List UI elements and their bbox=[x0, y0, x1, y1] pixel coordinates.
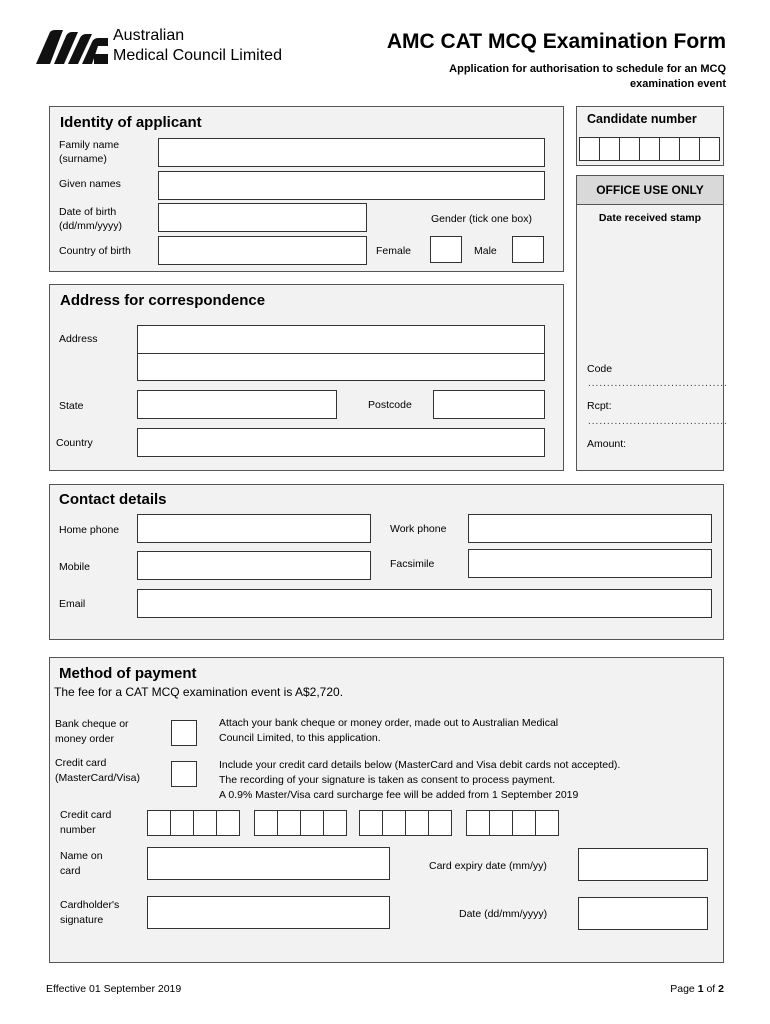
facsimile-label: Facsimile bbox=[390, 558, 435, 570]
cheque-desc-1: Attach your bank cheque or money order, made out to Australian Medical bbox=[219, 717, 559, 729]
given-names-input[interactable] bbox=[158, 171, 545, 200]
ccnum-digit-cell[interactable] bbox=[300, 810, 324, 836]
address-input-line2[interactable] bbox=[137, 353, 545, 381]
cheque-checkbox[interactable] bbox=[171, 720, 197, 746]
male-label: Male bbox=[474, 245, 497, 257]
family-name-label-1: Family name bbox=[59, 139, 120, 151]
card-desc-3: A 0.9% Master/Visa card surcharge fee will be added from 1 September 2019 bbox=[219, 789, 579, 801]
postcode-input[interactable] bbox=[433, 390, 545, 419]
ccnum-digit-cell[interactable] bbox=[359, 810, 383, 836]
female-label: Female bbox=[376, 245, 412, 257]
form-subtitle-line1: Application for authorisation to schedule for an MCQ bbox=[449, 63, 726, 75]
amc-logo bbox=[36, 30, 108, 64]
signature-label-2: signature bbox=[60, 914, 104, 926]
org-name-line2: Medical Council Limited bbox=[113, 47, 282, 64]
card-desc-2: The recording of your signature is taken as consent to process payment. bbox=[219, 774, 556, 786]
country-label: Country bbox=[56, 437, 93, 449]
ccnum-digit-cell[interactable] bbox=[466, 810, 490, 836]
candidate-digit-cell[interactable] bbox=[639, 137, 660, 161]
given-names-label: Given names bbox=[59, 178, 121, 190]
facsimile-input[interactable] bbox=[468, 549, 712, 578]
cheque-label-1: Bank cheque or bbox=[55, 718, 129, 730]
office-heading: OFFICE USE ONLY bbox=[596, 183, 704, 197]
contact-heading: Contact details bbox=[59, 491, 167, 508]
ccnum-group-1 bbox=[147, 810, 240, 836]
ccnum-digit-cell[interactable] bbox=[382, 810, 406, 836]
page-total: 2 bbox=[718, 983, 724, 995]
ccnum-digit-cell[interactable] bbox=[512, 810, 536, 836]
name-on-card-label-1: Name on bbox=[60, 850, 103, 862]
name-on-card-label-2: card bbox=[60, 865, 81, 877]
home-phone-label: Home phone bbox=[59, 524, 120, 536]
page-number bbox=[670, 982, 724, 996]
candidate-digit-cell[interactable] bbox=[599, 137, 620, 161]
mobile-label: Mobile bbox=[59, 561, 90, 573]
dob-label-2: (dd/mm/yyyy) bbox=[59, 220, 122, 232]
signature-input[interactable] bbox=[147, 896, 390, 929]
candidate-digit-cell[interactable] bbox=[699, 137, 720, 161]
fee-text: The fee for a CAT MCQ examination event is A$2,720. bbox=[54, 685, 344, 699]
expiry-input[interactable] bbox=[578, 848, 708, 881]
ccnum-digit-cell[interactable] bbox=[170, 810, 194, 836]
candidate-digit-cell[interactable] bbox=[679, 137, 700, 161]
rcpt-label: Rcpt: bbox=[587, 400, 612, 412]
expiry-label: Card expiry date (mm/yy) bbox=[429, 860, 547, 872]
rcpt-dots: ..................................... bbox=[588, 416, 728, 427]
card-checkbox[interactable] bbox=[171, 761, 197, 787]
card-desc-1: Include your credit card details below (MasterCard and Visa debit cards not accepted). bbox=[219, 759, 621, 771]
ccnum-digit-cell[interactable] bbox=[405, 810, 429, 836]
form-subtitle-line2: examination event bbox=[630, 78, 726, 90]
name-on-card-input[interactable] bbox=[147, 847, 390, 880]
country-input[interactable] bbox=[137, 428, 545, 457]
female-checkbox[interactable] bbox=[430, 236, 462, 263]
payment-heading: Method of payment bbox=[59, 665, 197, 682]
card-label-1: Credit card bbox=[55, 757, 107, 769]
ccnum-group-4 bbox=[466, 810, 559, 836]
email-input[interactable] bbox=[137, 589, 712, 618]
ccnum-digit-cell[interactable] bbox=[254, 810, 278, 836]
signature-label-1: Cardholder's bbox=[60, 899, 120, 911]
ccnum-group-3 bbox=[359, 810, 452, 836]
amount-label: Amount: bbox=[587, 438, 627, 450]
male-checkbox[interactable] bbox=[512, 236, 544, 263]
code-label: Code bbox=[587, 363, 613, 375]
mobile-input[interactable] bbox=[137, 551, 371, 580]
page-of: of bbox=[706, 983, 716, 995]
postcode-label: Postcode bbox=[368, 399, 412, 411]
address-label: Address bbox=[59, 333, 98, 345]
country-of-birth-label: Country of birth bbox=[59, 245, 131, 257]
cheque-label-2: money order bbox=[55, 733, 114, 745]
ccnum-digit-cell[interactable] bbox=[277, 810, 301, 836]
home-phone-input[interactable] bbox=[137, 514, 371, 543]
address-input-line1[interactable] bbox=[137, 325, 545, 354]
email-label: Email bbox=[59, 598, 86, 610]
ccnum-digit-cell[interactable] bbox=[489, 810, 513, 836]
ccnum-digit-cell[interactable] bbox=[535, 810, 559, 836]
state-input[interactable] bbox=[137, 390, 337, 419]
candidate-digit-cell[interactable] bbox=[619, 137, 640, 161]
org-name-line1: Australian bbox=[113, 27, 185, 44]
family-name-input[interactable] bbox=[158, 138, 545, 167]
date-label: Date (dd/mm/yyyy) bbox=[459, 908, 548, 920]
candidate-number-cells bbox=[579, 137, 720, 161]
page-current: 1 bbox=[697, 983, 704, 995]
address-heading: Address for correspondence bbox=[60, 292, 266, 309]
family-name-label-2: (surname) bbox=[59, 153, 107, 165]
ccnum-label-2: number bbox=[60, 824, 96, 836]
identity-heading: Identity of applicant bbox=[60, 114, 202, 131]
state-label: State bbox=[59, 400, 84, 412]
country-of-birth-input[interactable] bbox=[158, 236, 367, 265]
effective-date: Effective 01 September 2019 bbox=[46, 983, 182, 995]
ccnum-digit-cell[interactable] bbox=[193, 810, 217, 836]
work-phone-label: Work phone bbox=[390, 523, 447, 535]
page-prefix: Page bbox=[670, 983, 695, 995]
ccnum-label-1: Credit card bbox=[60, 809, 112, 821]
cheque-desc-2: Council Limited, to this application. bbox=[219, 732, 381, 744]
candidate-heading: Candidate number bbox=[587, 112, 697, 126]
stamp-label: Date received stamp bbox=[598, 212, 702, 224]
candidate-digit-cell[interactable] bbox=[659, 137, 680, 161]
amc-logo-mark bbox=[36, 30, 108, 64]
card-label-2: (MasterCard/Visa) bbox=[55, 772, 140, 784]
ccnum-digit-cell[interactable] bbox=[147, 810, 171, 836]
date-input[interactable] bbox=[578, 897, 708, 930]
gender-label: Gender (tick one box) bbox=[431, 213, 532, 225]
form-title: AMC CAT MCQ Examination Form bbox=[386, 30, 726, 53]
ccnum-digit-cell[interactable] bbox=[428, 810, 452, 836]
work-phone-input[interactable] bbox=[468, 514, 712, 543]
ccnum-digit-cell[interactable] bbox=[323, 810, 347, 836]
dob-input[interactable] bbox=[158, 203, 367, 232]
code-dots: ..................................... bbox=[588, 378, 728, 389]
dob-label-1: Date of birth bbox=[59, 206, 117, 218]
ccnum-digit-cell[interactable] bbox=[216, 810, 240, 836]
ccnum-group-2 bbox=[254, 810, 347, 836]
candidate-digit-cell[interactable] bbox=[579, 137, 600, 161]
